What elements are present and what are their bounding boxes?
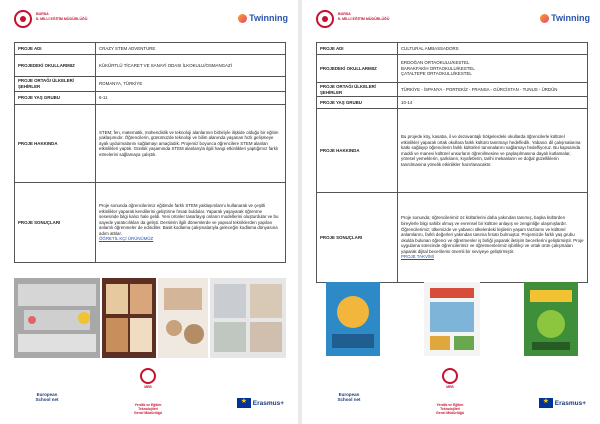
about-text: Bu projede köy, kasaba, il ve dezavantajlı bölgelerdeki okullarda öğrencilerle kültürel etkinlikler yaparak ortak okullara farklı kültürü tanıtmayı hedefledik. Yabancı dil çalışmalarına katkı sağlayıp öğrencilerin farklı kültürleri tanımalarını sağlamayı hedefliyoruz. Bu kapsamda maddi ve manevi kültürel unsurların öğrenilmesine ve paylaşılmasına dayalı kutlamalar, yöresel yemeklerin, şarkıların, kıyafetlerin, tarihi mekanların ve doğal güzelliklerin tanıtılmasına yönelik etkinlikler hazırlanacaktır. xyxy=(398,109,588,193)
age-group: 6-11 xyxy=(96,92,286,105)
partner-schools: KÜKÜRTLÜ TİCARET VE SANAYİ ODASI İLKOKULU/OSMANGAZİ xyxy=(96,55,286,77)
results-text: Proje sonunda; öğrencilerimiz öz kültürlerini daha yakından tanımış, başka kültürden bireylerle bilgi sahibi olmuş ve evrensel bir kültüre anlayış ve zenginliğe ulaşmışlardır. Öğrencilerimiz; ülkemizde ve yabancı ülkelerdeki kişilerin yaşam tarzlarını ve kültürel anlamlarını, farklı değerleri yakından tanıma fırsatı bulmuştur. Projemizde farklı yaş grubu okulda bulunan öğrenci ve öğretmenler iş birliği yaparak iletişim becerilerini geliştirmiştir. Proje uygulama sürecinde öğrencilerimiz ve öğretmenlerimiz işbirlikçi ve ortak ürün çalışmaları yaparak dijital becerilerini önemli bir seviyeye geliştirmiştir. xyxy=(401,215,584,254)
label-project-name: PROJE ADI xyxy=(317,43,398,55)
eu-flag-icon xyxy=(237,398,251,408)
meb-logo-icon xyxy=(140,368,156,384)
label-age-group: PROJE YAŞ GRUBU xyxy=(317,97,398,109)
meb-logo-icon xyxy=(442,368,458,384)
yegitek-logo: Yenilik ve Eğitim Teknolojileri Genel Müdürlüğü xyxy=(436,403,464,415)
poster-image xyxy=(424,282,480,356)
page-footer xyxy=(0,364,298,424)
about-text: STEM; fen, matematik, mühendislik ve teknoloji alanlarının birbiriyle ilişkide olduğu bir eğitim yaklaşımıdır. Öğrencilerin, günümüzde teknoloji ve bilim alanında yaşanan hızlı gelişmeye ayak uydurmalarını sağlamayı amaçladık. Projemiz boyunca öğrencilere STEM alanları etkinlikleri yaptık. Günlük yaşamında STEM alanlarıyla ilgili hangi etkinlikleri yaptığımız farklı etmelerini sağlamaya çalıştık. xyxy=(96,105,286,183)
etwinning-icon xyxy=(238,14,247,23)
etwinning-icon xyxy=(540,14,549,23)
results-text: Proje sonunda öğrencilerimiz eğitimde farklı STEM yaklaşımlarını kullanarak ve çeşitli etkinlikler yaparak kendilerini geliştirme fırsatı buldular. Yaparak yaşayarak öğrenme sesesinde bilgi kalıcı hale geldi. Yeni ürünler tasarlayıp onların modellerini oluşturdular ve bu sayede yaratıcılıkları da gelişti. Derslerin ilgili dönemlerde ve yapısal tekniklerden yapılan anlamlı öğrenmeler de edindiler. Basit kodlama çalışmalarıyla geleceğin kodlama dünyasına adım attılar. xyxy=(99,202,279,236)
label-about: PROJE HAKKINDA xyxy=(317,109,398,193)
european-schoolnet-logo: European School net xyxy=(337,392,361,402)
erasmus-logo: ★ Erasmus+ xyxy=(237,398,284,408)
project-name: CRAZY STEM ADVENTURE xyxy=(96,43,286,55)
erasmus-logo: ★ Erasmus+ xyxy=(539,398,586,408)
crazy-stem-art xyxy=(14,278,100,358)
project-calendar-link[interactable]: PROJE TAKVİMİ xyxy=(401,254,435,260)
label-partner-countries: PROJE ORTAĞI ÜLKELER/ŞEHİRLER xyxy=(15,77,96,92)
right-page xyxy=(302,0,600,424)
activity-photo xyxy=(158,278,208,358)
meb-logo-icon xyxy=(316,10,334,28)
yegitek-logo: Yenilik ve Eğitim Teknolojileri Genel Müdürlüğü xyxy=(134,403,162,415)
meb-footer-logo: MEB xyxy=(430,368,470,389)
european-schoolnet-logo: European School net xyxy=(35,392,59,402)
project-info-table xyxy=(14,42,286,263)
label-partner-countries: PROJE ORTAĞI ÜLKELER/ŞEHİRLER xyxy=(317,83,398,97)
page-header xyxy=(302,0,600,38)
label-results: PROJE SONUÇLARI xyxy=(317,193,398,283)
results-cell xyxy=(398,193,588,283)
photo-strip xyxy=(316,282,588,356)
activity-photo xyxy=(102,278,156,358)
partner-schools: ERDOĞAN ORTAOKULU/KESTEL BARAKFAKİH ORTAOKULU/KESTEL ÇATALTEPE ORTAOKULU/KESTEL xyxy=(398,55,588,83)
poster-image xyxy=(524,282,578,356)
label-results: PROJE SONUÇLARI xyxy=(15,183,96,263)
project-info-table xyxy=(316,42,588,283)
left-page xyxy=(0,0,298,424)
meb-footer-logo: MEB xyxy=(128,368,168,389)
activity-photo xyxy=(210,278,286,358)
label-project-name: PROJE ADI xyxy=(15,43,96,55)
age-group: 10-14 xyxy=(398,97,588,109)
etwinning-logo: Twinning xyxy=(238,13,288,23)
partner-countries: TÜRKİYE - İSPANYA - PORTEKİZ - FRANSA - GÜRCİSTAN - TUNUS - ÜRDÜN xyxy=(398,83,588,97)
results-cell xyxy=(96,183,286,263)
eu-flag-icon xyxy=(539,398,553,408)
project-product-link[interactable]: ÖĞRETİL KÇİ ÜRÜNÜMÜZ xyxy=(99,236,154,242)
label-age-group: PROJE YAŞ GRUBU xyxy=(15,92,96,105)
label-partner-schools: PROJEDEKİ OKULLARIMIZ xyxy=(317,55,398,83)
meb-logo-text: BURSA İL MİLLİ EĞİTİM MÜDÜRLÜĞÜ xyxy=(338,12,390,21)
meb-logo-icon xyxy=(14,10,32,28)
poster-image xyxy=(326,282,380,356)
label-partner-schools: PROJEDEKİ OKULLARIMIZ xyxy=(15,55,96,77)
page-footer xyxy=(302,364,600,424)
etwinning-logo: Twinning xyxy=(540,13,590,23)
photo-strip xyxy=(14,278,286,358)
label-about: PROJE HAKKINDA xyxy=(15,105,96,183)
meb-logo-text: BURSA İL MİLLİ EĞİTİM MÜDÜRLÜĞÜ xyxy=(36,12,88,21)
page-header xyxy=(0,0,298,38)
crazy-stem-logo-image xyxy=(14,278,100,358)
partner-countries: ROMANYA, TÜRKİYE xyxy=(96,77,286,92)
project-name: CULTURAL AMBASSADORS xyxy=(398,43,588,55)
